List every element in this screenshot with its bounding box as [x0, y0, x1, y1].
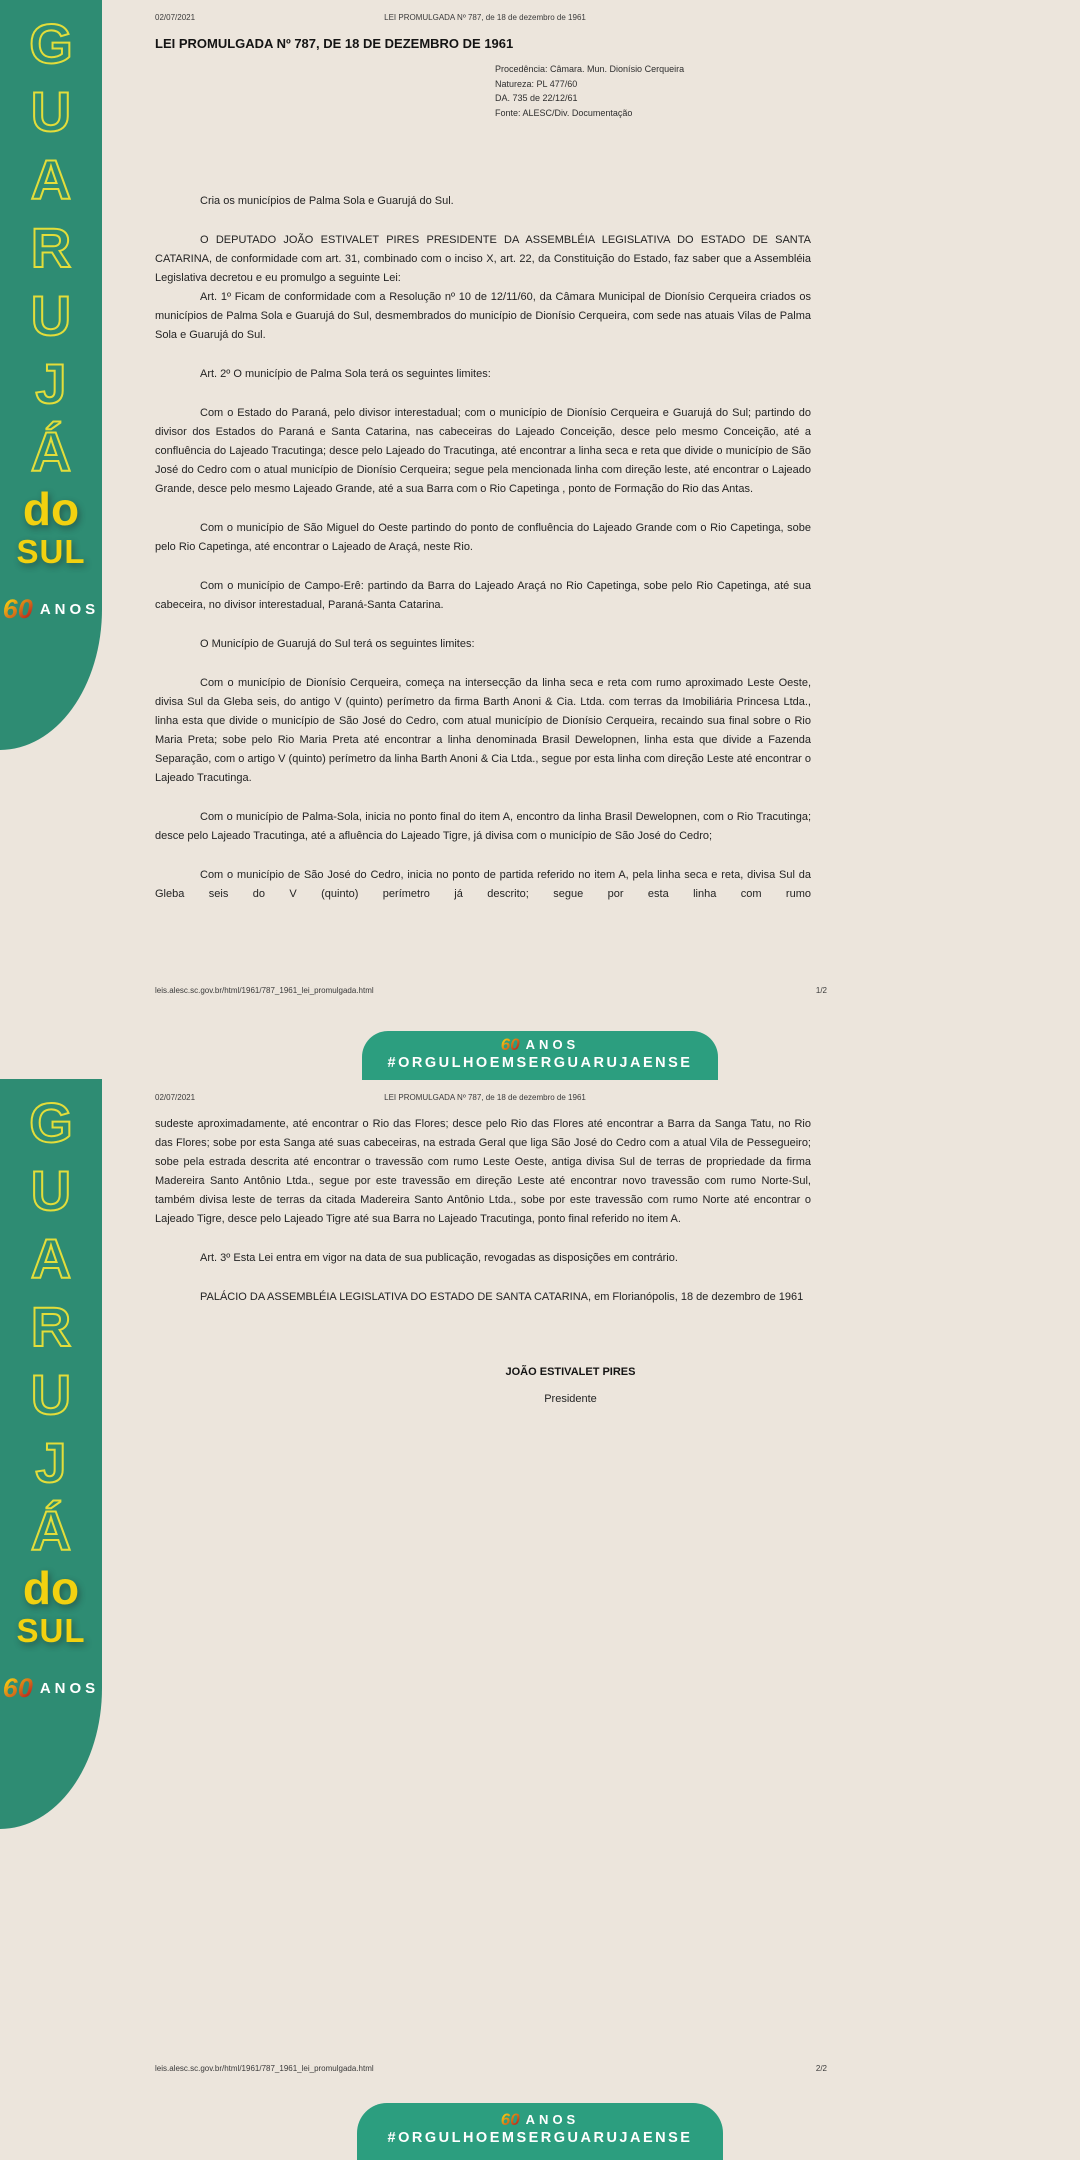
60-anos-logo: [3, 1675, 99, 1702]
guaruja-vertical-letters: [29, 1089, 73, 1565]
60-anos-logo: [3, 596, 99, 623]
letter-a-acute: Á: [30, 420, 72, 483]
page1-footer-url: leis.alesc.sc.gov.br/html/1961/787_1961_lei_promulgada.html: [155, 986, 374, 995]
page1-footer: [155, 986, 827, 995]
word-sul: SUL: [16, 533, 86, 570]
paragraph-preamble: O DEPUTADO JOÃO ESTIVALET PIRES PRESIDENTE DA ASSEMBLÉIA LEGISLATIVA DO ESTADO DE SANTA CATARINA, de conformidade com art. 31, combinado com o inciso X, art. 22, da Constituição do Estado, faz saber que a Assembléia Legislativa decretou e eu promulgo a seguinte Lei:: [155, 234, 811, 284]
anos-label: ANOS: [39, 1680, 100, 1697]
paragraph-palacio: PALÁCIO DA ASSEMBLÉIA LEGISLATIVA DO ESTADO DE SANTA CATARINA, em Florianópolis, 18 de dezembro de 1961: [200, 1291, 804, 1303]
letter-u: U: [30, 1159, 72, 1222]
sixty-numeral-icon: 60: [500, 2110, 520, 2129]
letter-g: G: [29, 12, 73, 75]
law-title: LEI PROMULGADA Nº 787, DE 18 DE DEZEMBRO DE 1961: [155, 36, 514, 51]
word-do: do: [22, 483, 80, 535]
page1-content: [155, 192, 811, 904]
brand-band-page1: [0, 0, 102, 750]
paragraph-art1: Art. 1º Ficam de conformidade com a Resolução nº 10 de 12/11/60, da Câmara Municipal de Dionísio Cerqueira criados os municípios de Palma Sola e Guarujá do Sul, desmembrados do município de Dionísio Cerqueira, com sede nas atuais Vilas de Palma Sola e Guarujá do Sul.: [155, 291, 811, 341]
page1-header-date: 02/07/2021: [155, 13, 196, 22]
banner-hashtag: #ORGULHOEMSERGUARUJAENSE: [387, 1055, 693, 1071]
signature-role: Presidente: [544, 1393, 597, 1405]
letter-g: G: [29, 1091, 73, 1154]
letter-r: R: [30, 1295, 72, 1358]
anos-label: ANOS: [39, 601, 100, 618]
signature-block: [330, 1363, 811, 1409]
paragraph-sao-miguel: Com o município de São Miguel do Oeste partindo do ponto de confluência do Lajeado Grande com o Rio Capetinga, sobe pelo Rio Capetinga, até encontrar o Lajeado de Araçá, neste Rio.: [155, 522, 811, 553]
page2-footer-url: leis.alesc.sc.gov.br/html/1961/787_1961_lei_promulgada.html: [155, 2064, 374, 2073]
paragraph-limites-parana: Com o Estado do Paraná, pelo divisor interestadual; com o município de Dionísio Cerqueira e Guarujá do Sul; partindo do divisor dos Estados do Paraná e Santa Catarina, nas cabeceiras do Lajeado Conceição, desce pelo mesmo Conceição, até a confluência do Lajeado Tracutinga; desce pelo Lajeado do Tracutinga, até encontrar a linha seca e reta que divide o município de São José do Cedro com o atual município de Dionísio Cerqueira; segue pela mencionada linha com direção leste, até encontrar o Lajeado Grande, desce pelo mesmo Lajeado Grande, até a sua Barra com o Rio Capetinga , ponto de Formação do Rio das Antas.: [155, 407, 811, 495]
anniversary-banner-mid: [362, 1031, 718, 1080]
word-sul: SUL: [16, 1612, 86, 1649]
letter-a-acute: Á: [30, 1499, 72, 1562]
sixty-numeral-icon: 60: [500, 1035, 520, 1054]
brand-band-page2: [0, 1079, 102, 1829]
page2-header-title: LEI PROMULGADA Nº 787, de 18 de dezembro de 1961: [384, 1093, 586, 1102]
letter-u2: U: [30, 1363, 72, 1426]
sixty-numeral-icon: 60: [2, 1673, 33, 1703]
letter-a: A: [30, 1227, 72, 1290]
banner-60-anos: [501, 2111, 579, 2128]
meta-procedencia: Procedência: Câmara. Mun. Dionísio Cerqueira: [495, 64, 685, 74]
page2-footer: [155, 2064, 827, 2073]
paragraph-art3: Art. 3º Esta Lei entra em vigor na data de sua publicação, revogadas as disposições em contrário.: [200, 1252, 678, 1264]
letter-u2: U: [30, 284, 72, 347]
paragraph-guaruja-limites: O Município de Guarujá do Sul terá os seguintes limites:: [200, 638, 475, 650]
paragraph-campo-ere: Com o município de Campo-Erê: partindo da Barra do Lajeado Araçá no Rio Capetinga, sobe pelo Rio Capetinga, até sua cabeceira, no divisor interestadual, Paraná-Santa Catarina.: [155, 580, 811, 611]
page1-header-title: LEI PROMULGADA Nº 787, de 18 de dezembro de 1961: [384, 13, 586, 22]
letter-a: A: [30, 148, 72, 211]
page2-header-date: 02/07/2021: [155, 1093, 196, 1102]
paragraph-continuation: sudeste aproximadamente, até encontrar o Rio das Flores; desce pelo Rio das Flores até encontrar a Barra da Sanga Tatu, no Rio das Flores; sobe por esta Sanga até suas cabeceiras, na estrada Geral que liga São José do Cedro com a atual Vila de Pessegueiro; sobe pela estrada descrita até encontrar o travessão com rumo Leste Oeste, antiga divisa Sul de terras de propriedade da firma Madereira Santo Antônio Ltda., segue por este travessão em direção Leste até encontrar novo travessão com rumo Norte-Sul, também divisa leste de terras da citada Madereira Santo Antônio Ltda., sobe por este travessão com rumo Norte até encontrar o Lajeado Tigre, desce pelo Lajeado Tigre até sua Barra no Lajeado Tracutinga, ponto final referido no item A.: [155, 1118, 811, 1225]
page2-content: [155, 1115, 811, 1409]
banner-60-anos: [501, 1036, 579, 1053]
letter-u: U: [30, 80, 72, 143]
paragraph-art2: Art. 2º O município de Palma Sola terá os seguintes limites:: [200, 368, 491, 380]
signature-name: JOÃO ESTIVALET PIRES: [505, 1366, 636, 1378]
meta-natureza: Natureza: PL 477/60: [495, 78, 578, 89]
anos-label: ANOS: [525, 2111, 580, 2127]
paragraph-sao-jose-cedro: Com o município de São José do Cedro, inicia no ponto de partida referido no item A, pela linha seca e reta, divisa Sul da Gleba seis do V (quinto) perímetro já descrito; segue por esta linha com rumo: [155, 869, 811, 900]
word-do: do: [22, 1562, 80, 1614]
letter-j: J: [35, 352, 67, 415]
meta-da: DA. 735 de 22/12/61: [495, 93, 578, 103]
sixty-numeral-icon: 60: [2, 594, 33, 624]
anniversary-banner-bottom: [357, 2103, 723, 2160]
banner-hashtag: #ORGULHOEMSERGUARUJAENSE: [387, 2130, 693, 2146]
page1-footer-pagenum: 1/2: [815, 986, 827, 995]
anos-label: ANOS: [525, 1036, 580, 1052]
law-metadata: [495, 62, 684, 120]
letter-r: R: [30, 216, 72, 279]
letter-j: J: [35, 1431, 67, 1494]
law-summary: Cria os municípios de Palma Sola e Guarujá do Sul.: [200, 195, 454, 207]
paragraph-palma-sola: Com o município de Palma-Sola, inicia no ponto final do item A, encontro da linha Brasil Dewelopnen, com o Rio Tracutinga; desce pelo Lajeado Tracutinga, até a afluência do Lajeado Tigre, já divisa com o município de São José do Cedro;: [155, 811, 811, 842]
paragraph-dionisio-cerqueira: Com o município de Dionísio Cerqueira, começa na intersecção da linha seca e reta com rumo aproximado Leste Oeste, divisa Sul da Gleba seis, do antigo V (quinto) perímetro da firma Barth Anoni & Cia. Ltda. com terras da Imobiliária Princesa Ltda., linha esta que divide o município de São José do Cedro, com atual município de Dionísio Cerqueira, recaindo sua final sobre o Rio Maria Preta; sobe pelo Rio Maria Preta até encontrar a linha denominada Brasil Dewelopnen, linha esta que divide a Fazenda Separação, com o artigo V (quinto) perímetro da linha Barth Anoni & Cia Ltda., segue por esta linha com direção Leste até encontrar o Lajeado Tracutinga.: [155, 677, 811, 784]
meta-fonte: Fonte: ALESC/Div. Documentação: [495, 107, 633, 118]
page2-footer-pagenum: 2/2: [815, 2064, 827, 2073]
guaruja-vertical-letters: [29, 10, 73, 486]
